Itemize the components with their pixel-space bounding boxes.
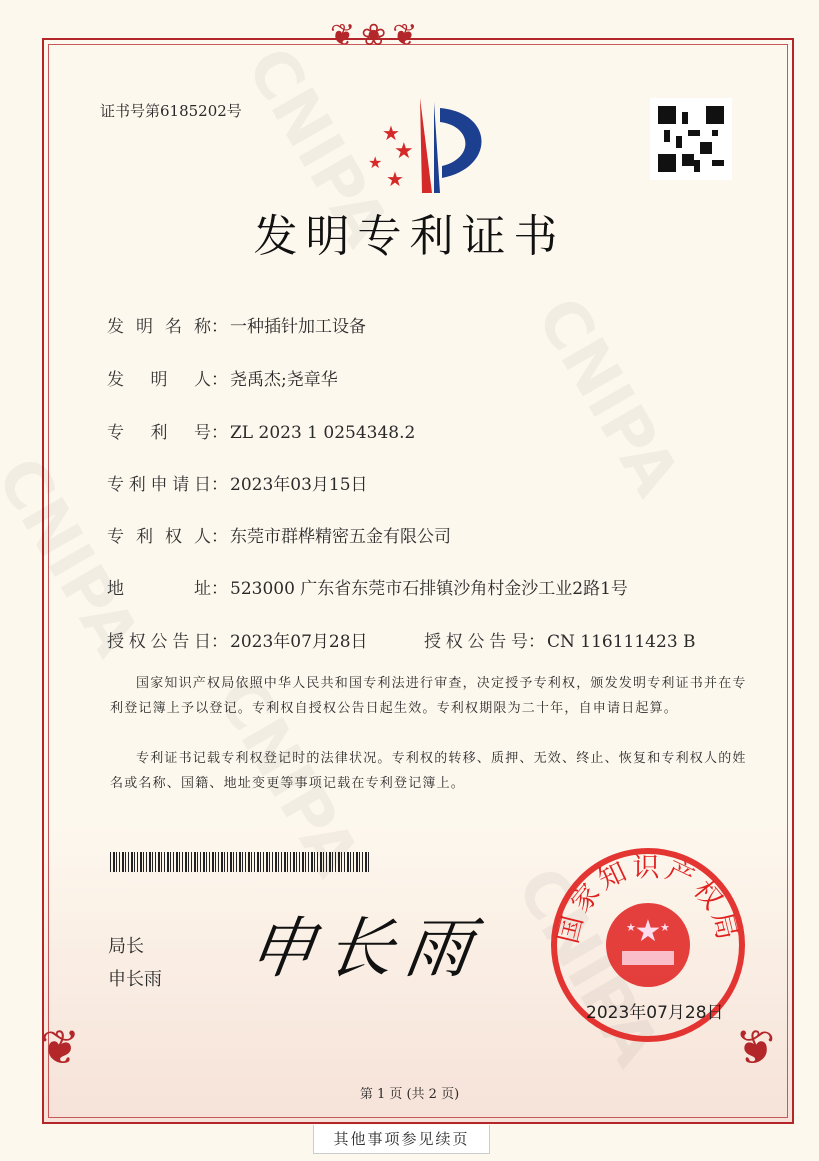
continued-note: 其他事项参见续页 [313,1125,490,1154]
field-inventors: 发明人 ： 尧禹杰;尧章华 [107,365,338,390]
svg-text:★: ★ [660,921,670,934]
svg-text:★: ★ [368,153,383,172]
barcode [110,852,370,872]
cnipa-logo [360,98,490,202]
field-value: ZL 2023 1 0254348.2 [230,423,416,443]
director-name: 申长雨 [108,969,162,990]
field-value: 一种插针加工设备 [230,317,366,337]
field-grant-date: 授权公告日 ： 2023年07月28日 [107,627,368,652]
field-invention-name: 发明名称 ： 一种插针加工设备 [107,312,366,337]
field-value: 东莞市群桦精密五金有限公司 [230,527,451,547]
svg-text:★: ★ [626,921,636,934]
page-indicator: 第 1 页 (共 2 页) [359,1087,460,1102]
field-label: 专利号 [107,423,211,443]
seal-date: 2023年07月28日 [586,1003,724,1023]
svg-text:★: ★ [386,167,404,191]
field-label: 授权公告日 [107,632,211,652]
field-label: 发明人 [107,370,211,390]
statement-paragraph: 国家知识产权局依照中华人民共和国专利法进行审查，决定授予专利权，颁发发明专利证书并在专利登记簿上予以登记。专利权自授权公告日起生效。专利权期限为二十年，自申请日起算。 [110,676,747,716]
field-label: 发明名称 [107,317,211,337]
certificate-number: 证书号第6185202号 [100,102,242,120]
svg-text:★: ★ [382,121,400,145]
director-title: 局长 [108,936,144,957]
field-filing-date: 专利申请日 ： 2023年03月15日 [107,470,368,495]
field-value: 2023年03月15日 [230,475,368,495]
statement-paragraph: 专利证书记载专利权登记时的法律状况。专利权的转移、质押、无效、终止、恢复和专利权人的姓名或名称、国籍、地址变更等事项记载在专利登记簿上。 [110,751,747,791]
signature: 申长雨 [243,910,489,987]
field-value: 2023年07月28日 [230,632,368,652]
svg-text:★: ★ [394,139,414,164]
field-label: 专利权人 [107,527,211,547]
field-value: CN 116111423 B [547,632,696,652]
field-label: 授权公告号 [424,632,528,652]
seal-text: 国家知识产权局 [552,852,744,947]
field-grant-number: 授权公告号 ： CN 116111423 B [424,627,696,652]
svg-text:★: ★ [634,914,662,949]
field-value: 523000 广东省东莞市石排镇沙角村金沙工业2路1号 [230,579,628,599]
field-patentee: 专利权人 ： 东莞市群桦精密五金有限公司 [107,522,451,547]
field-label: 地址 [107,579,211,599]
page-title: 发明专利证书 [253,211,566,262]
field-address: 地址 ： 523000 广东省东莞市石排镇沙角村金沙工业2路1号 [107,574,628,599]
field-label: 专利申请日 [107,475,211,495]
field-value: 尧禹杰;尧章华 [230,370,338,390]
field-patent-number: 专利号 ： ZL 2023 1 0254348.2 [107,418,415,443]
qr-code [650,98,732,180]
corner-ornament-bottom-left: ❦ [40,1020,81,1076]
top-ornament: ❦❀❦ [330,18,424,53]
corner-ornament-bottom-right: ❦ [735,1020,776,1076]
